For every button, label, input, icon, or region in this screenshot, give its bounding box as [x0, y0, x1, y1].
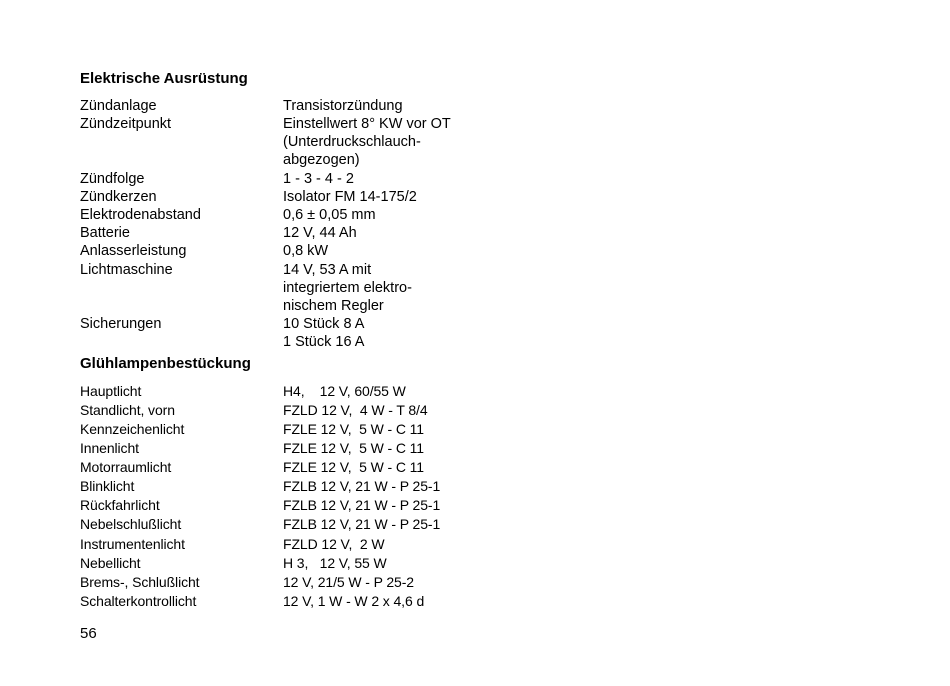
bulb-value: FZLB 12 V, 21 W - P 25-1 [283, 497, 441, 513]
section-heading-electrical: Elektrische Ausrüstung [80, 70, 248, 87]
bulb-label: Blinklicht [80, 478, 135, 494]
spec-value: 0,8 kW [283, 243, 329, 259]
bulb-row [80, 496, 680, 514]
spec-value: 12 V, 44 Ah [283, 225, 357, 241]
bulb-row [80, 515, 680, 533]
bulb-row [80, 554, 680, 572]
spec-row [80, 97, 680, 115]
spec-value: 14 V, 53 A mit [283, 262, 372, 278]
spec-row [80, 315, 680, 333]
spec-label: Batterie [80, 225, 130, 241]
bulb-row [80, 535, 680, 553]
spec-label: Zündkerzen [80, 189, 157, 205]
spec-label: Zündfolge [80, 171, 145, 187]
bulb-value: FZLD 12 V, 2 W [283, 536, 385, 552]
spec-label: Sicherungen [80, 316, 162, 332]
bulb-label: Rückfahrlicht [80, 497, 160, 513]
spec-label: Lichtmaschine [80, 262, 173, 278]
spec-row [80, 279, 680, 297]
bulb-row [80, 420, 680, 438]
spec-value: Isolator FM 14-175/2 [283, 189, 417, 205]
bulb-label: Schalterkontrollicht [80, 593, 197, 609]
spec-row [80, 115, 680, 133]
bulb-label: Instrumentenlicht [80, 536, 185, 552]
spec-value: 10 Stück 8 A [283, 316, 365, 332]
spec-value: abgezogen) [283, 152, 360, 168]
bulb-row [80, 382, 680, 400]
bulb-row [80, 573, 680, 591]
spec-label: Elektrodenabstand [80, 207, 201, 223]
bulb-value: FZLE 12 V, 5 W - C 11 [283, 421, 424, 437]
bulb-label: Nebelschlußlicht [80, 516, 182, 532]
spec-label: Zündanlage [80, 98, 157, 114]
bulb-value: 12 V, 1 W - W 2 x 4,6 d [283, 593, 425, 609]
bulb-label: Brems-, Schlußlicht [80, 574, 200, 590]
spec-row [80, 261, 680, 279]
bulb-row [80, 592, 680, 610]
spec-value: Transistorzündung [283, 98, 403, 114]
bulb-value: H 3, 12 V, 55 W [283, 555, 387, 571]
bulb-value: FZLE 12 V, 5 W - C 11 [283, 440, 424, 456]
spec-row [80, 170, 680, 188]
bulb-value: 12 V, 21/5 W - P 25-2 [283, 574, 414, 590]
spec-value: Einstellwert 8° KW vor OT [283, 116, 451, 132]
spec-row [80, 224, 680, 242]
spec-value: 1 - 3 - 4 - 2 [283, 171, 354, 187]
bulb-label: Innenlicht [80, 440, 139, 456]
spec-value: nischem Regler [283, 298, 384, 314]
spec-value: 0,6 ± 0,05 mm [283, 207, 376, 223]
spec-row [80, 133, 680, 151]
spec-value: integriertem elektro- [283, 280, 412, 296]
bulb-label: Hauptlicht [80, 383, 142, 399]
spec-row [80, 333, 680, 351]
spec-row [80, 151, 680, 169]
bulb-label: Standlicht, vorn [80, 402, 175, 418]
spec-value: 1 Stück 16 A [283, 334, 365, 350]
spec-row [80, 188, 680, 206]
spec-row [80, 297, 680, 315]
spec-label: Anlasserleistung [80, 243, 187, 259]
section-heading-bulbs: Glühlampenbestückung [80, 355, 251, 372]
bulb-value: H4, 12 V, 60/55 W [283, 383, 406, 399]
spec-value: (Unterdruckschlauch- [283, 134, 421, 150]
bulb-value: FZLB 12 V, 21 W - P 25-1 [283, 516, 441, 532]
bulb-value: FZLB 12 V, 21 W - P 25-1 [283, 478, 441, 494]
bulb-row [80, 439, 680, 457]
page-number: 56 [80, 625, 97, 642]
spec-label: Zündzeitpunkt [80, 116, 172, 132]
bulb-row [80, 401, 680, 419]
bulb-row [80, 477, 680, 495]
bulb-value: FZLD 12 V, 4 W - T 8/4 [283, 402, 428, 418]
spec-row [80, 206, 680, 224]
bulb-label: Kennzeichenlicht [80, 421, 185, 437]
spec-row [80, 242, 680, 260]
bulb-row [80, 458, 680, 476]
bulb-label: Nebellicht [80, 555, 141, 571]
bulb-value: FZLE 12 V, 5 W - C 11 [283, 459, 424, 475]
bulb-label: Motorraumlicht [80, 459, 172, 475]
